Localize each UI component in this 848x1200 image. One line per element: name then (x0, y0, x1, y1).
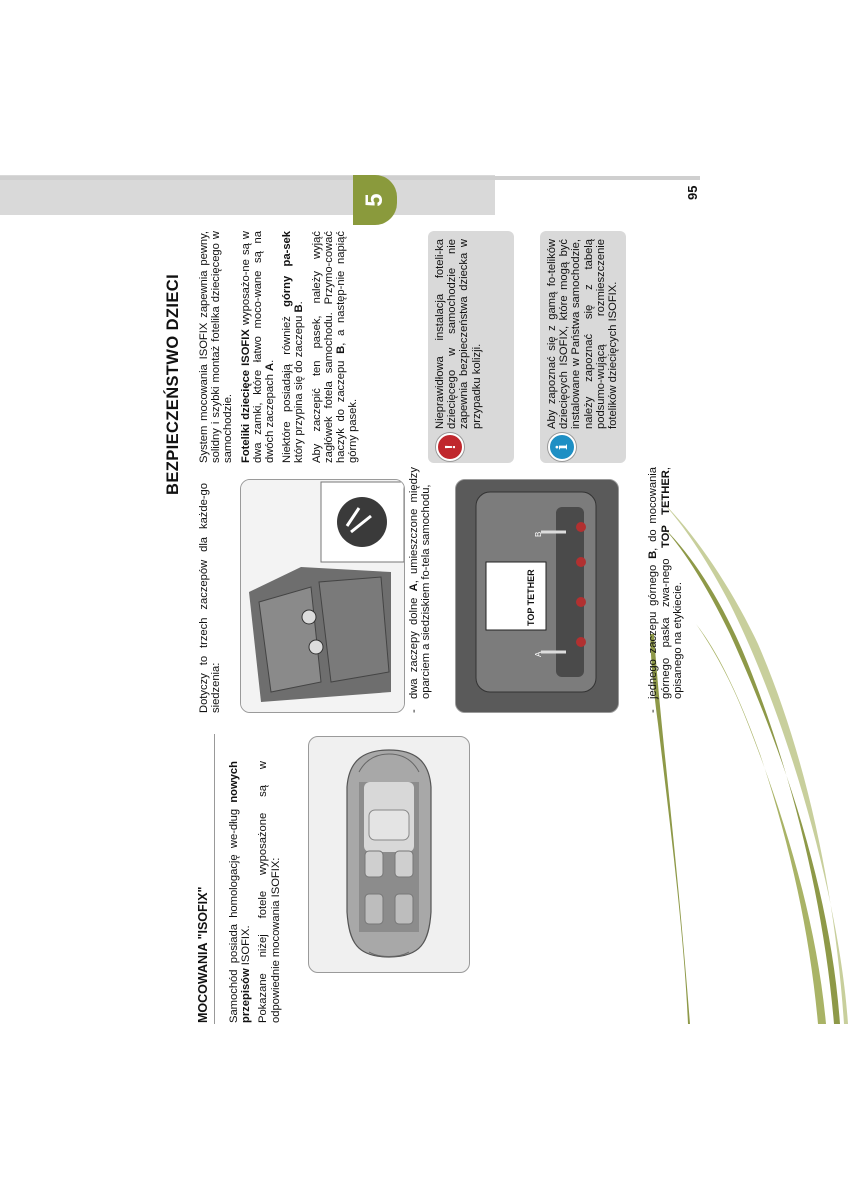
intro-text: Dotyczy to trzech zaczepów dla każde-go siedzenia: (198, 483, 223, 713)
top-strap-paragraph: Niektóre posiadają również górny pa-sek który przypina się do zaczepu B. (281, 231, 306, 463)
heading-underline (214, 734, 215, 1024)
info-text: Aby zapoznać się z gamą fo-telików dziecięcych ISOFIX, które mogą być instalowane w Państwa samochodzie, należy zapoznać się z tabelą podsumo-wującą rozmieszczenie fotelików dziecięcych ISOFIX. (546, 239, 620, 429)
attach-strap-paragraph: Aby zaczepić ten pasek, należy wyjąć zagłówek fotela samochodu. Przymo-cować haczyk do zaczepu B, a następ-nie napiąć górny pasek. (310, 231, 360, 463)
section-title: BEZPIECZEŃSTWO DZIECI (164, 273, 182, 495)
top-tether-illustration (456, 480, 618, 712)
rear-seat-figure (240, 479, 405, 713)
right-text (198, 231, 364, 463)
header-band-edge (0, 176, 700, 180)
rear-seat-illustration (241, 480, 404, 712)
chapter-tab (353, 175, 397, 225)
warning-icon: ! (436, 433, 464, 461)
anchor-marker-a: A (534, 651, 543, 657)
seats-paragraph: Pokazane niżej fotele wyposażone są w odpowiednie mocowania ISOFIX: (257, 761, 282, 1023)
anchor-marker-b: B (534, 531, 543, 537)
page-number: 95 (685, 185, 700, 200)
bullet-upper-anchor: - jednego zaczepu górnego B, do mocowania górnego paska zwa-nego TOP TETHER, opisanego na etykiecie. (647, 467, 684, 713)
top-tether-label: TOP TETHER (526, 569, 536, 626)
isofix-seats-paragraph: Foteliki dziecięce ISOFIX wyposażo-ne są w dwa zamki, które łatwo moco-wane są na dwóch zaczepach A. (239, 231, 277, 463)
left-text (228, 761, 287, 1023)
info-icon: i (548, 433, 576, 461)
car-top-view-figure (308, 736, 470, 973)
isofix-system-paragraph: System mocowania ISOFIX zapewnia pewny, solidny i szybki montaż fotelika dziecięcego w samochodzie. (198, 231, 235, 463)
warning-text: Nieprawidłowa instalacja foteli-ka dziecięcego w samochodzie nie zapewnia bezpieczeństwa dziecka w przypadku kolizji. (434, 239, 483, 429)
homologation-paragraph: Samochód posiada homologację we-dług nowych przepisów ISOFIX. (228, 761, 253, 1023)
car-illustration (309, 737, 469, 972)
bullet-lower-anchors: - dwa zaczepy dolne A, umieszczone między oparciem a siedziskiem fo-tela samochodu, (408, 467, 433, 713)
chapter-number: 5 (361, 193, 388, 207)
top-tether-figure (455, 479, 619, 713)
info-box (540, 231, 626, 463)
isofix-heading: MOCOWANIA "ISOFIX" (196, 886, 210, 1023)
header-band (0, 175, 495, 215)
warning-box (428, 231, 514, 463)
